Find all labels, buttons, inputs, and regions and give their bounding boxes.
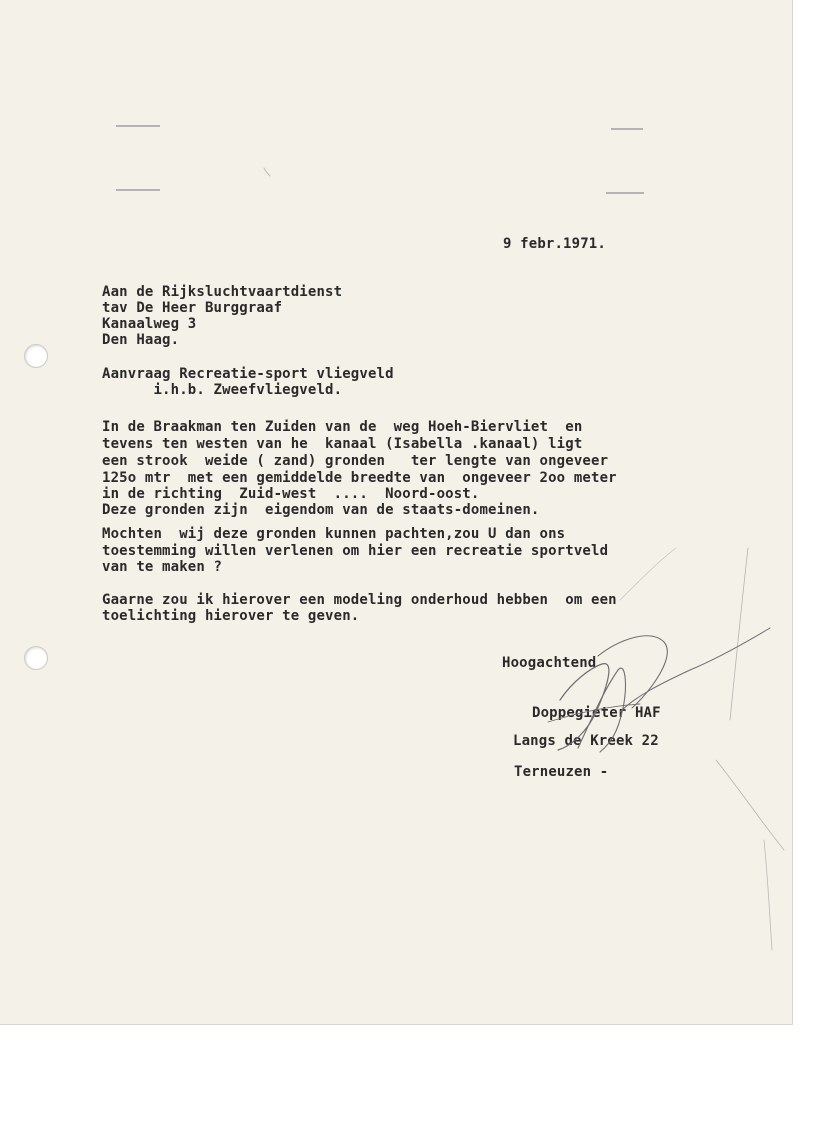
sender-city: Terneuzen - xyxy=(514,764,609,780)
sender-name: Doppegieter HAF xyxy=(532,705,661,721)
sender-street: Langs de Kreek 22 xyxy=(513,733,659,749)
body-line: tevens ten westen van he kanaal (Isabella .kanaal) ligt xyxy=(102,436,583,452)
body-line: Deze gronden zijn eigendom van de staats-domeinen. xyxy=(102,502,540,518)
body-line: Mochten wij deze gronden kunnen pachten,zou U dan ons xyxy=(102,526,566,542)
body-line: 125o mtr met een gemiddelde breedte van ongeveer 2oo meter xyxy=(102,470,617,486)
handwritten-signature xyxy=(548,628,770,752)
recipient-line: Kanaalweg 3 xyxy=(102,316,197,332)
body-line: In de Braakman ten Zuiden van de weg Hoeh-Biervliet en xyxy=(102,419,583,435)
subject-line: i.h.b. Zweefvliegveld. xyxy=(102,382,343,398)
recipient-line: tav De Heer Burggraaf xyxy=(102,300,283,316)
body-line: toestemming willen verlenen om hier een recreatie sportveld xyxy=(102,543,609,559)
body-line: een strook weide ( zand) gronden ter lengte van ongeveer xyxy=(102,453,609,469)
recipient-line: Den Haag. xyxy=(102,332,180,348)
body-line: toelichting hierover te geven. xyxy=(102,608,360,624)
body-line: Gaarne zou ik hierover een modeling onderhoud hebben om een xyxy=(102,592,617,608)
subject-line: Aanvraag Recreatie-sport vliegveld xyxy=(102,366,394,382)
closing: Hoogachtend xyxy=(502,655,597,671)
body-line: van te maken ? xyxy=(102,559,223,575)
letter-date: 9 febr.1971. xyxy=(503,236,606,252)
recipient-line: Aan de Rijksluchtvaartdienst xyxy=(102,284,343,300)
pencil-strokes xyxy=(264,168,784,950)
body-line: in de richting Zuid-west .... Noord-oost. xyxy=(102,486,480,502)
